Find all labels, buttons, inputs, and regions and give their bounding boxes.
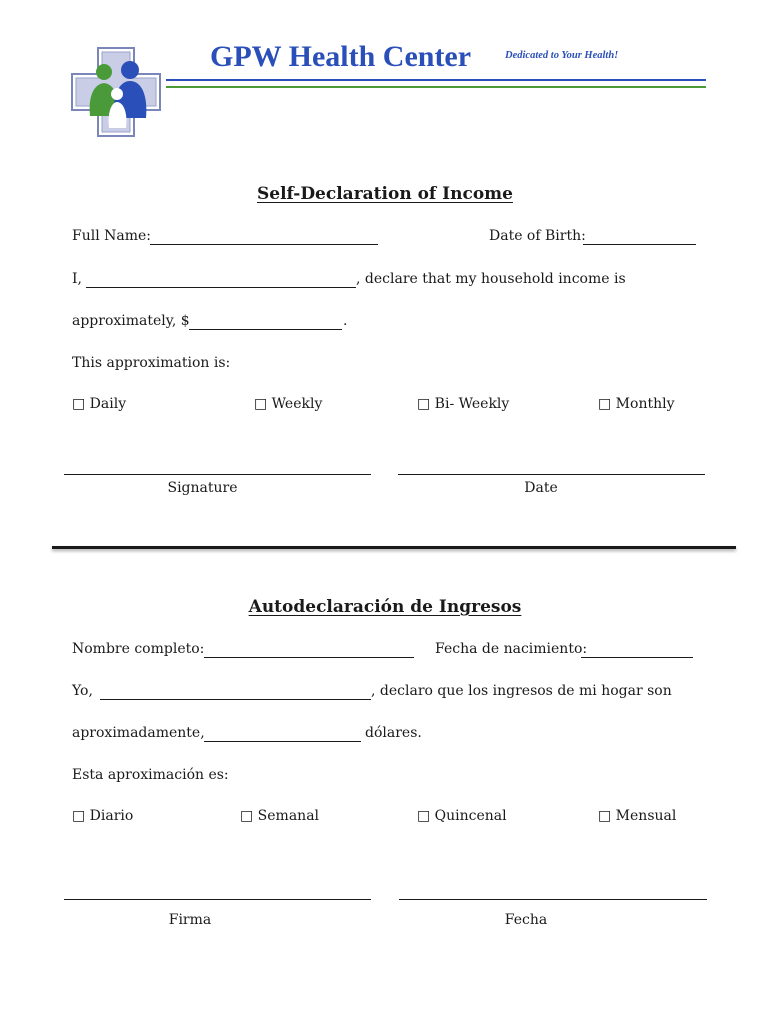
opcion-quincenal-checkbox[interactable]: □ Quincenal <box>417 808 507 824</box>
dolares-suffix: dólares. <box>365 725 422 741</box>
tagline: Dedicated to Your Health! <box>505 50 619 61</box>
opcion-semanal-checkbox[interactable]: □ Semanal <box>240 808 320 824</box>
declare-suffix: , declare that my household income is <box>356 271 626 287</box>
full-name-label: Full Name: <box>72 228 152 244</box>
full-name-field[interactable] <box>150 244 378 245</box>
option-weekly-checkbox[interactable]: □ Weekly <box>254 396 323 412</box>
declaro-suffix: , declaro que los ingresos de mi hogar son <box>371 683 672 699</box>
date-line[interactable] <box>398 474 705 475</box>
header-rule-blue <box>166 79 706 81</box>
income-amount-field[interactable] <box>189 329 342 330</box>
section-divider <box>52 546 736 549</box>
header-rule-green <box>166 86 706 88</box>
aproximadamente-prefix: aproximadamente, <box>72 725 205 741</box>
declare-prefix: I, <box>72 271 82 287</box>
opcion-mensual-checkbox[interactable]: □ Mensual <box>598 808 677 824</box>
firma-label: Firma <box>168 912 212 928</box>
nombre-label: Nombre completo: <box>72 641 205 657</box>
org-name: GPW Health Center <box>210 40 472 73</box>
opcion-diario-checkbox[interactable]: □ Diario <box>72 808 134 824</box>
option-daily-checkbox[interactable]: □ Daily <box>72 396 127 412</box>
firma-line[interactable] <box>64 899 371 900</box>
aproximacion-label: Esta aproximación es: <box>72 767 229 783</box>
signature-line[interactable] <box>64 474 371 475</box>
dob-field[interactable] <box>583 244 696 245</box>
nombre-field[interactable] <box>204 657 414 658</box>
spanish-title: Autodeclaración de Ingresos <box>248 597 522 617</box>
fecha-line[interactable] <box>399 899 707 900</box>
approx-suffix: . <box>343 313 348 329</box>
monto-field[interactable] <box>204 741 361 742</box>
declarante-field[interactable] <box>100 699 371 700</box>
english-title: Self-Declaration of Income <box>257 184 513 204</box>
fecha-label: Fecha <box>504 912 548 928</box>
declarant-name-field[interactable] <box>86 287 356 288</box>
approximation-label: This approximation is: <box>72 355 231 371</box>
approx-prefix: approximately, $ <box>72 313 190 329</box>
option-biweekly-checkbox[interactable]: □ Bi- Weekly <box>417 396 510 412</box>
fecha-nacimiento-field[interactable] <box>581 657 693 658</box>
option-monthly-checkbox[interactable]: □ Monthly <box>598 396 675 412</box>
dob-label: Date of Birth: <box>489 228 586 244</box>
yo-prefix: Yo, <box>72 683 93 699</box>
family-cross-logo-icon <box>70 46 162 138</box>
fecha-nacimiento-label: Fecha de nacimiento: <box>435 641 588 657</box>
signature-label: Signature <box>167 480 238 496</box>
date-label: Date <box>524 480 558 496</box>
